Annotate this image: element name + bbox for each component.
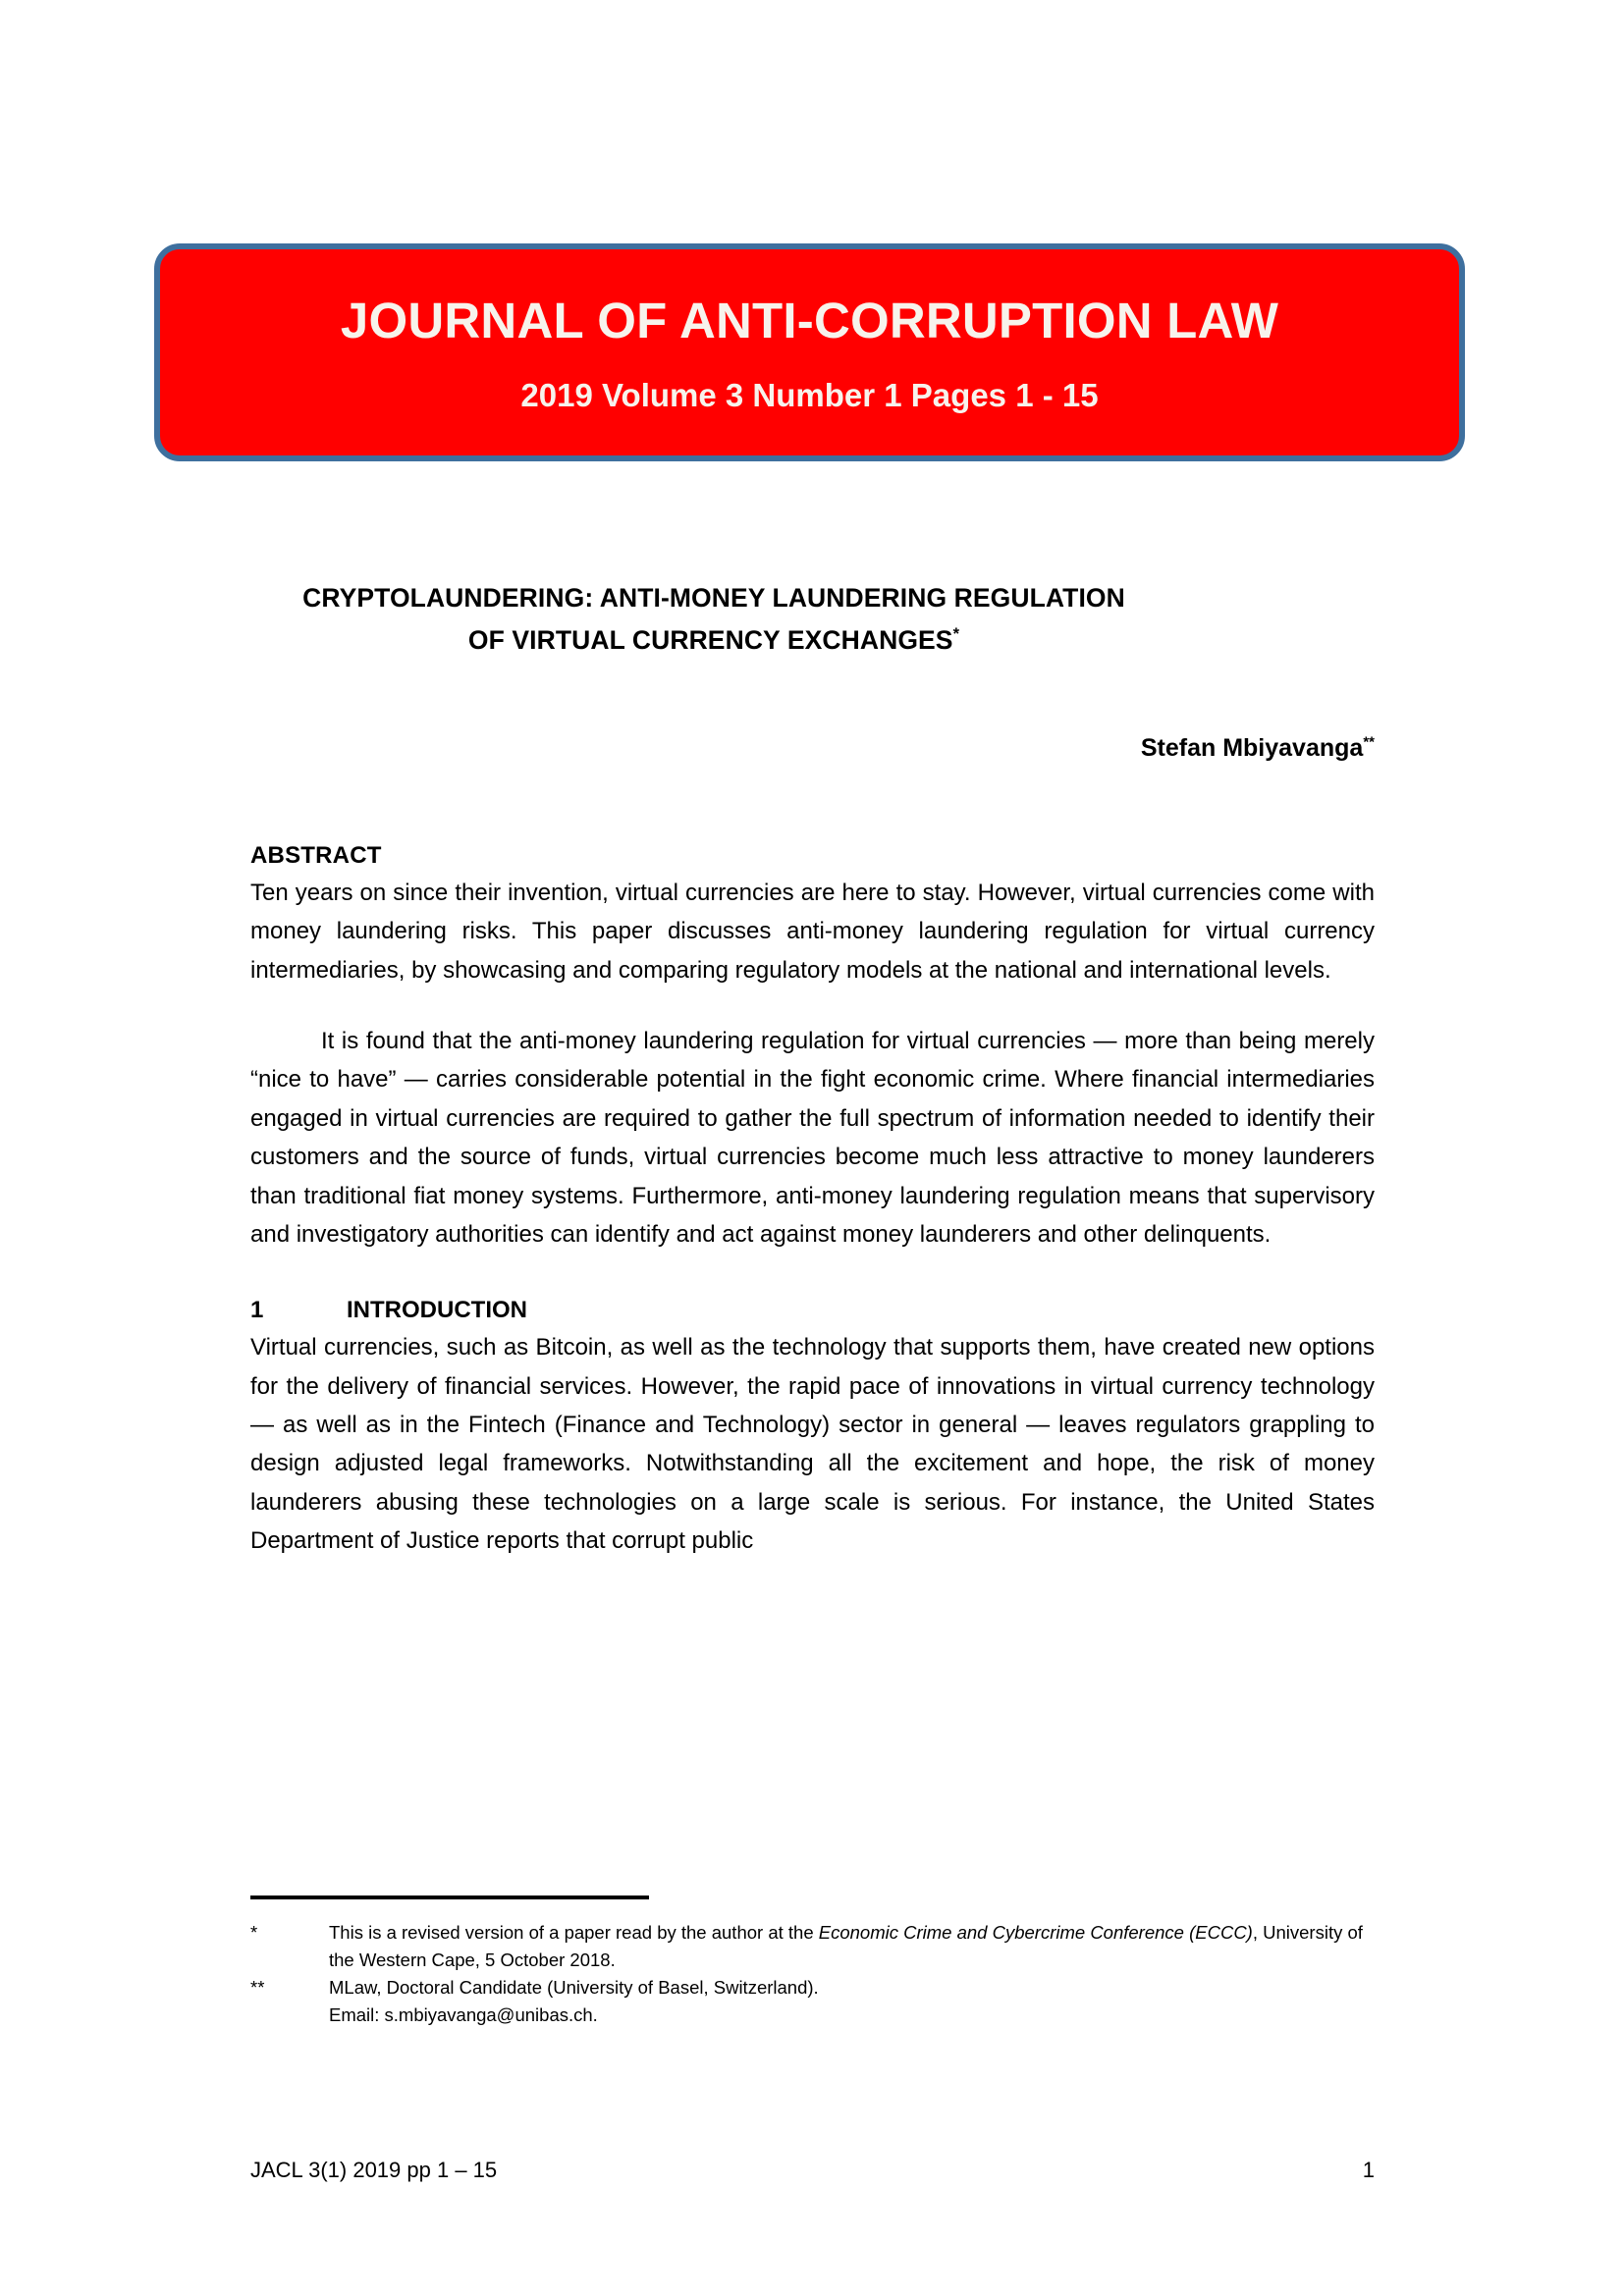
title-footnote-marker: * xyxy=(952,625,960,644)
footnote-text xyxy=(329,1919,1380,1974)
footer-page-number: 1 xyxy=(1362,2158,1375,2182)
footnote-conference-name: Economic Crime and Cybercrime Conference (ECCC) xyxy=(818,1922,1253,1943)
introduction-heading-label: INTRODUCTION xyxy=(347,1297,527,1324)
introduction-number: 1 xyxy=(250,1297,264,1324)
author-name: Stefan Mbiyavanga xyxy=(1140,734,1364,762)
journal-masthead-banner xyxy=(154,243,1465,461)
journal-title: JOURNAL OF ANTI-CORRUPTION LAW xyxy=(340,293,1279,349)
footnote-text-after-italic: , University of the Western Cape, 5 October 2018. xyxy=(329,1922,1363,1971)
article-author xyxy=(589,734,1375,763)
introduction-heading xyxy=(250,1297,1375,1324)
introduction-paragraph-1: Virtual currencies, such as Bitcoin, as well as the technology that supports them, have created new options for the delivery of financial services. However, the rapid pace of innovations in virtual currency technology — as well as in the Fintech (Finance and Technology) sector in general — leaves regulators grappling to design adjusted legal frameworks. Notwithstanding all the excitement and hope, the risk of money launderers abusing these technologies on a large scale is serious. For instance, the United States Department of Justice reports that corrupt public xyxy=(250,1334,1375,1555)
article-title-line-2: OF VIRTUAL CURRENCY EXCHANGES xyxy=(467,624,953,655)
footnote-affiliation: MLaw, Doctoral Candidate (University of Basel, Switzerland). xyxy=(329,1977,819,1999)
footnote-email: Email: s.mbiyavanga@unibas.ch. xyxy=(329,2004,598,2026)
page-footer xyxy=(250,2158,1375,2183)
paragraph-spacer xyxy=(250,989,1375,1022)
section-spacer xyxy=(250,1254,1375,1297)
footnote-item xyxy=(250,1919,1380,1974)
footnotes-area xyxy=(250,1919,1380,2029)
footnote-marker: ** xyxy=(250,1977,265,1999)
author-footnote-marker: ** xyxy=(1363,733,1375,751)
abstract-paragraph-1: Ten years on since their invention, virtual currencies are here to stay. However, virtual currencies come with money laundering risks. This paper discusses anti-money laundering regulation for virtual currency intermediaries, by showcasing and comparing regulatory models at the national and international levels. xyxy=(250,880,1375,984)
footnote-separator-rule xyxy=(250,1896,649,1899)
footnote-text-before-italic: This is a revised version of a paper read by the author at the xyxy=(329,1922,819,1943)
article-body xyxy=(250,842,1375,1560)
abstract-paragraph-2: It is found that the anti-money laundering regulation for virtual currencies — more than being merely “nice to have” — carries considerable potential in the fight economic crime. Where financial intermediaries engaged in virtual currencies are required to gather the full spectrum of information needed to identify their customers and the source of funds, virtual currencies become much less attractive to money launderers than traditional fiat money systems. Furthermore, anti-money laundering regulation means that supervisory and investigatory authorities can identify and act against money launderers and other delinquents. xyxy=(250,1028,1375,1248)
footnote-text xyxy=(329,1974,1380,2029)
journal-issue-info: 2019 Volume 3 Number 1 Pages 1 - 15 xyxy=(520,376,1099,413)
footnote-item xyxy=(250,1974,1380,2029)
footer-citation: JACL 3(1) 2019 pp 1 – 15 xyxy=(250,2158,498,2182)
article-title xyxy=(223,577,1205,662)
article-title-line-1: CRYPTOLAUNDERING: ANTI-MONEY LAUNDERING REGULATION xyxy=(302,583,1125,613)
abstract-heading: ABSTRACT xyxy=(250,842,382,869)
footnote-marker: * xyxy=(250,1922,258,1943)
